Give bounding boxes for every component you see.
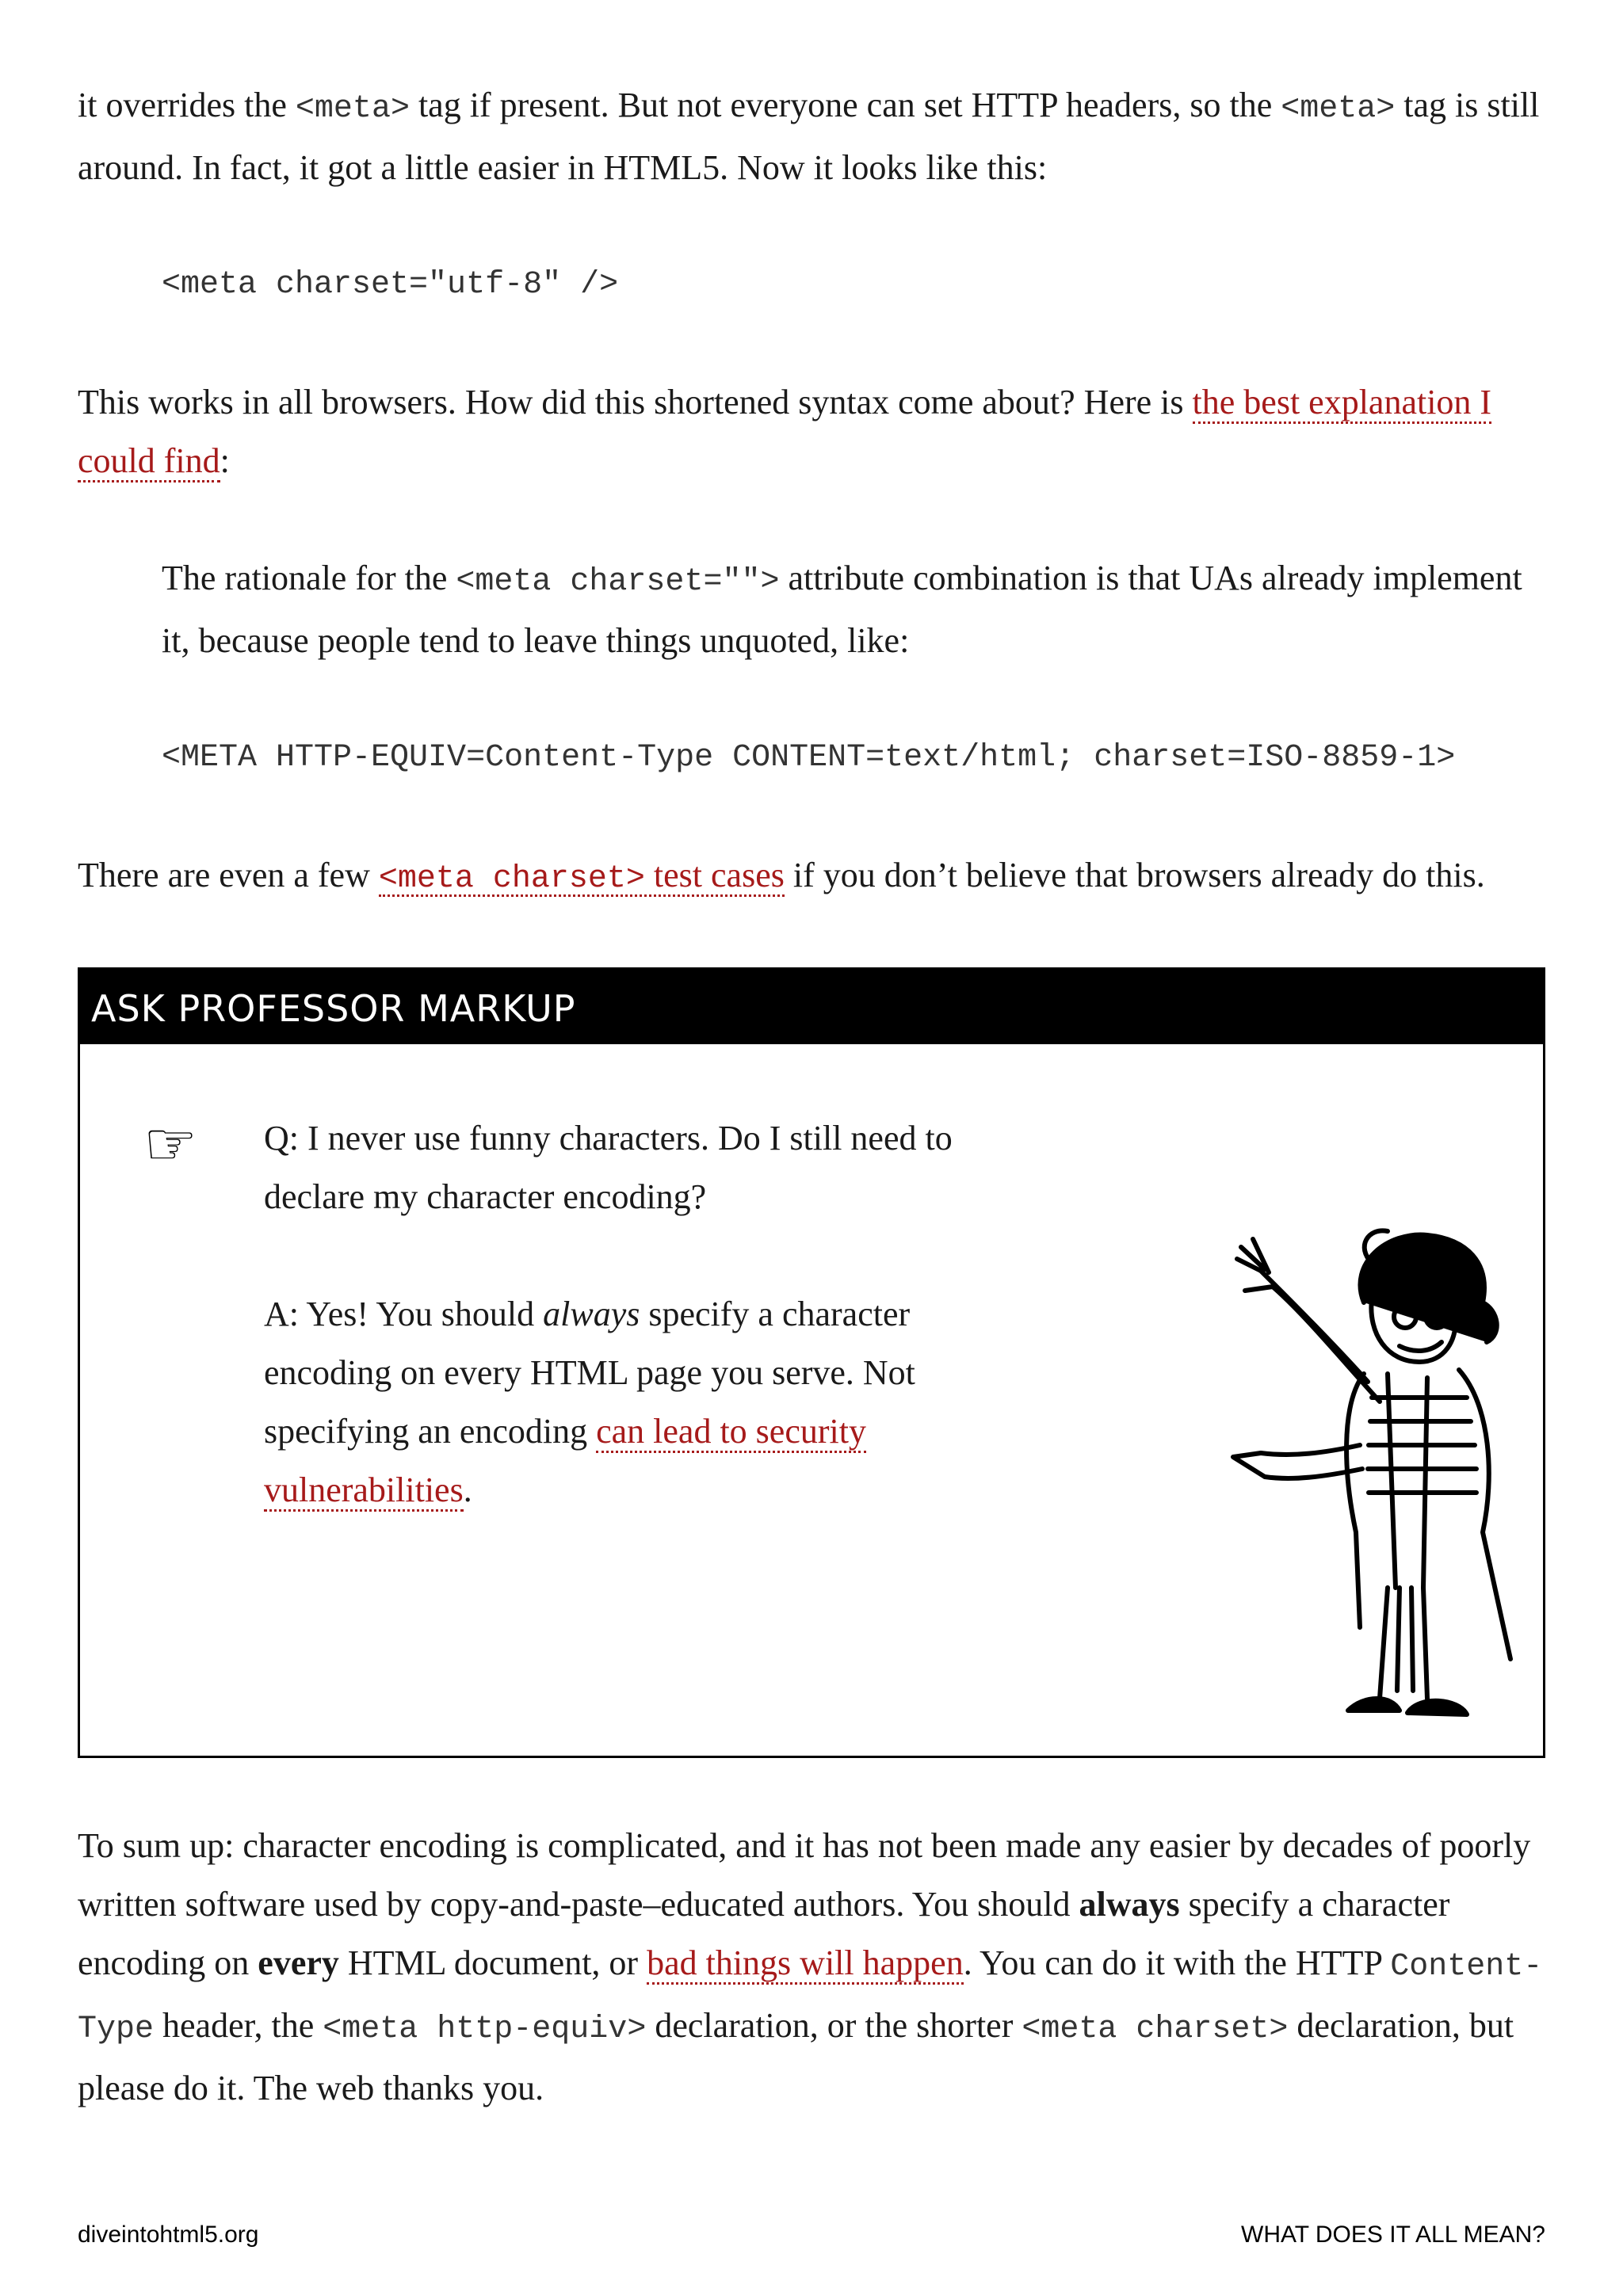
best-explanation-link[interactable]: the best explanation I could find xyxy=(78,383,1491,482)
intro-paragraph: it overrides the <meta> tag if present. But not everyone can set HTTP headers, so the <meta> tag is still around. In fact, it got a little easier in HTML5. Now it looks like this: xyxy=(78,86,1540,187)
inline-code: Content-Type xyxy=(78,1949,1543,2047)
pointing-hand-icon: ☞ xyxy=(143,1108,198,1179)
ask-professor-markup-box xyxy=(78,967,1545,1758)
footer-chapter-title: WHAT DOES IT ALL MEAN? xyxy=(1241,2222,1545,2248)
bad-things-link[interactable]: bad things will happen xyxy=(647,1943,964,1985)
test-cases-link[interactable]: <meta charset> test cases xyxy=(378,856,785,897)
code-block-meta-http-equiv: <META HTTP-EQUIV=Content-Type CONTENT=text/html; charset=ISO-8859-1> xyxy=(162,740,1456,776)
inline-code: <meta> xyxy=(295,91,410,127)
security-vulnerabilities-link[interactable]: can lead to security vulnerabilities xyxy=(264,1412,866,1512)
box-title: ASK PROFESSOR MARKUP xyxy=(80,970,1543,1044)
inline-code: <meta http-equiv> xyxy=(323,2012,647,2047)
inline-code: <meta charset> xyxy=(1022,2012,1289,2047)
professor-markup-illustration xyxy=(1229,1215,1546,1738)
page-content xyxy=(78,76,1545,2118)
test-cases-paragraph: There are even a few <meta charset> test cases if you don’t believe that browsers already do this. xyxy=(78,856,1485,897)
page-footer xyxy=(78,2222,1545,2248)
qa-content xyxy=(264,1109,993,1520)
shortened-syntax-paragraph: This works in all browsers. How did this shortened syntax come about? Here is the best explanation I could find: xyxy=(78,373,1545,490)
answer-text: A: Yes! You should always specify a character encoding on every HTML page you serve. Not specifying an encoding can lead to security vulnerabilities. xyxy=(264,1285,993,1520)
inline-code: <meta> xyxy=(1281,91,1396,127)
footer-site: diveintohtml5.org xyxy=(78,2222,259,2248)
inline-code: <meta charset=""> xyxy=(456,564,780,600)
question-text: Q: I never use funny characters. Do I still need to declare my character encoding? xyxy=(264,1119,953,1216)
code-block-meta-charset: <meta charset="utf-8" /> xyxy=(162,267,619,303)
rationale-quote: The rationale for the <meta charset=""> attribute combination is that UAs already implement it, because people tend to leave things unquoted, like: xyxy=(162,559,1522,660)
summary-paragraph: To sum up: character encoding is complicated, and it has not been made any easier by decades of poorly written software used by copy-and-paste–educated authors. You should always specify a character encoding on every HTML document, or bad things will happen. You can do it with the HTTP Content-Type header, the <meta http-equiv> declaration, or the shorter <meta charset> declaration, but please do it. The web thanks you. xyxy=(78,1826,1543,2107)
